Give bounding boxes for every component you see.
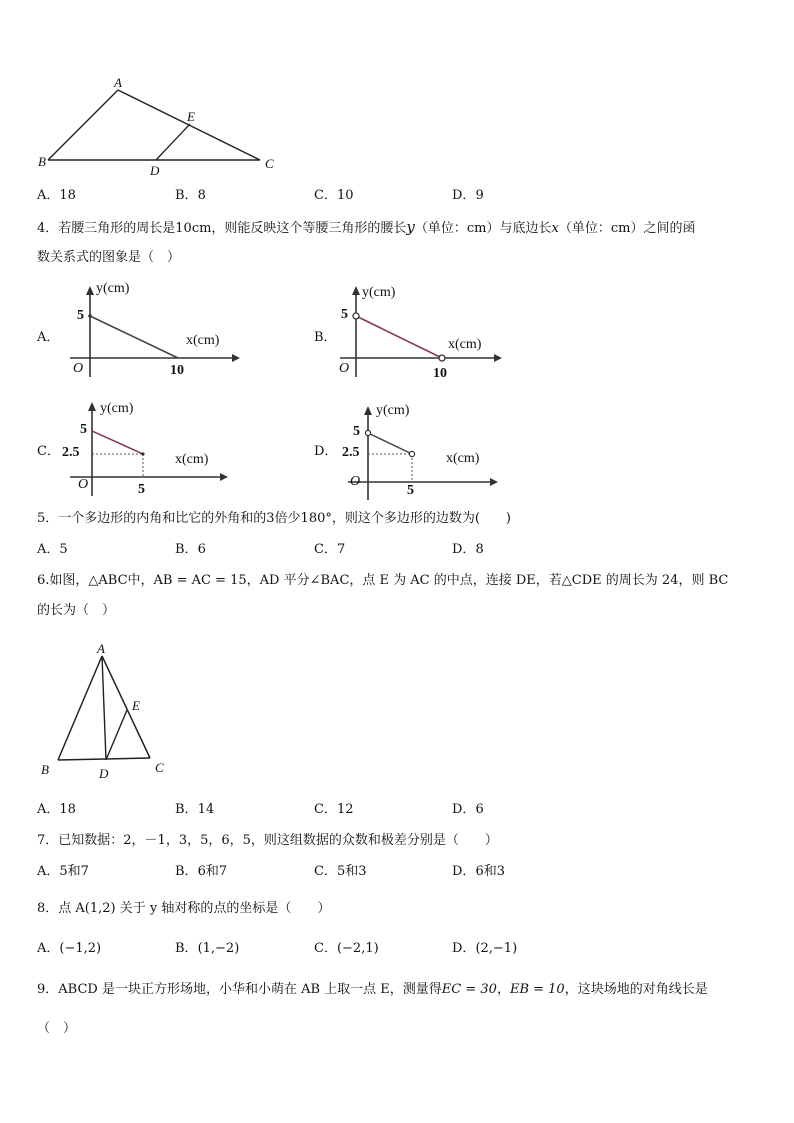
graph-c-xlabel: x(cm) xyxy=(175,452,209,467)
option-letter: A． xyxy=(37,802,60,817)
q4-text-part: （单位：cm）与底边长 xyxy=(414,221,552,236)
q6-vertex-e: E xyxy=(132,698,140,713)
q6-option-d[interactable] xyxy=(452,801,484,819)
option-text: 5和7 xyxy=(59,864,89,879)
option-text: 12 xyxy=(336,802,354,817)
q5-question: 5．一个多边形的内角和比它的外角和的3倍少180°，则这个多边形的边数为( ) xyxy=(37,511,511,526)
q6-option-b[interactable] xyxy=(175,801,214,819)
option-letter: B． xyxy=(175,188,198,203)
q4-text-part: （单位：cm）之间的函 xyxy=(558,221,696,236)
graph-b-ytick: 5 xyxy=(341,307,348,322)
q6-vertex-b: B xyxy=(41,762,49,777)
q9-question-line2: （ ） xyxy=(37,1021,77,1036)
option-text: 7 xyxy=(336,542,346,557)
q4-var-x: x xyxy=(551,221,559,236)
q4-option-c[interactable]: C． xyxy=(37,444,60,459)
graph-d-xtick: 5 xyxy=(407,483,414,498)
q3-option-b[interactable] xyxy=(175,187,206,205)
q3-option-c[interactable] xyxy=(314,187,354,205)
option-letter: C． xyxy=(314,864,337,879)
q6-vertex-d: D xyxy=(99,766,109,781)
vertex-label-e: E xyxy=(187,109,195,124)
option-text: 5 xyxy=(59,542,68,557)
q5-option-d[interactable] xyxy=(452,541,484,559)
graph-c-ylabel: y(cm) xyxy=(100,401,134,416)
graph-b xyxy=(330,282,510,382)
q7-option-c[interactable] xyxy=(314,863,367,881)
option-letter: D． xyxy=(452,188,476,203)
q8-option-c[interactable] xyxy=(314,940,379,958)
graph-d-xlabel: x(cm) xyxy=(446,451,480,466)
option-letter: A． xyxy=(37,941,60,956)
graph-c-xtick: 5 xyxy=(138,482,145,497)
q3-option-d[interactable] xyxy=(452,187,484,205)
q8-question: 8．点 A(1,2) 关于 y 轴对称的点的坐标是（ ） xyxy=(37,901,331,916)
q9-text-part: ，这块场地的对角线长是 xyxy=(564,982,708,997)
q4-question-line1 xyxy=(37,218,695,238)
option-text: 10 xyxy=(336,188,354,203)
q9-text-part: ， xyxy=(496,982,510,997)
q6-vertex-c: C xyxy=(155,760,164,775)
vertex-label-d: D xyxy=(150,163,160,178)
graph-d-ylabel: y(cm) xyxy=(376,403,410,418)
triangle-figure-top xyxy=(30,72,290,182)
q7-option-a[interactable] xyxy=(37,863,89,881)
option-text: (1,−2) xyxy=(197,941,240,956)
q9-text-part: 9．ABCD 是一块正方形场地，小华和小萌在 AB 上取一点 E，测量得 xyxy=(37,982,442,997)
graph-a-ytick: 5 xyxy=(77,308,84,323)
vertex-label-a: A xyxy=(114,75,122,90)
option-text: 5和3 xyxy=(336,864,367,879)
option-letter: C． xyxy=(314,802,337,817)
graph-a-xlabel: x(cm) xyxy=(186,333,220,348)
option-letter: A． xyxy=(37,188,60,203)
option-text: 6和7 xyxy=(197,864,228,879)
option-text: 6 xyxy=(475,802,484,817)
graph-c-ytick: 5 xyxy=(80,422,87,437)
graph-b-xlabel: x(cm) xyxy=(448,337,482,352)
q8-option-b[interactable] xyxy=(175,940,239,958)
option-letter: D． xyxy=(452,542,476,557)
option-letter: B． xyxy=(175,864,198,879)
q5-option-a[interactable] xyxy=(37,541,68,559)
option-letter: D． xyxy=(452,941,476,956)
option-text: 6和3 xyxy=(475,864,505,879)
option-letter: B． xyxy=(175,941,198,956)
q6-question-line1: 6.如图，△ABC中，AB = AC = 15，AD 平分∠BAC，点 E 为 AC 的中点，连接 DE，若△CDE 的周长为 24，则 BC xyxy=(37,573,729,588)
graph-c-origin: O xyxy=(78,477,89,492)
option-letter: B． xyxy=(175,542,198,557)
q9-question-line1 xyxy=(37,981,708,999)
graph-a-xtick: 10 xyxy=(170,363,184,378)
q9-equation-ec: EC = 30 xyxy=(441,982,497,997)
graph-a-origin: O xyxy=(73,361,84,376)
q6-vertex-a: A xyxy=(97,641,105,656)
q4-question-line2: 数关系式的图象是（ ） xyxy=(37,250,181,265)
option-letter: C． xyxy=(314,188,337,203)
option-text: 6 xyxy=(197,542,206,557)
q4-option-d[interactable]: D． xyxy=(314,444,338,459)
q7-option-d[interactable] xyxy=(452,863,505,881)
option-letter: C． xyxy=(314,941,337,956)
option-letter: D． xyxy=(452,802,476,817)
q4-option-a[interactable]: A． xyxy=(37,330,60,345)
q4-text-part: 4．若腰三角形的周长是10cm，则能反映这个等腰三角形的腰长 xyxy=(37,221,407,236)
option-text: (2,−1) xyxy=(475,941,518,956)
option-text: (−1,2) xyxy=(59,941,102,956)
option-letter: A． xyxy=(37,864,60,879)
q6-option-c[interactable] xyxy=(314,801,354,819)
option-text: 14 xyxy=(197,802,215,817)
option-letter: D． xyxy=(452,864,476,879)
graph-b-ylabel: y(cm) xyxy=(362,285,396,300)
option-text: (−2,1) xyxy=(336,941,379,956)
graph-c-ymid: 2.5 xyxy=(62,445,80,460)
vertex-label-c: C xyxy=(265,156,274,171)
q7-question: 7．已知数据：2，－1，3，5，6，5，则这组数据的众数和极差分别是（ ） xyxy=(37,833,498,848)
graph-d-origin: O xyxy=(350,474,361,489)
q7-option-b[interactable] xyxy=(175,863,227,881)
graph-b-xtick: 10 xyxy=(433,366,447,381)
triangle-figure-q6 xyxy=(50,648,170,773)
option-text: 8 xyxy=(197,188,206,203)
q6-option-a[interactable] xyxy=(37,801,76,819)
option-text: 18 xyxy=(59,188,76,203)
graph-d-ytick: 5 xyxy=(353,424,360,439)
q9-equation-eb: EB = 10 xyxy=(509,982,565,997)
graph-d-ymid: 2.5 xyxy=(342,445,360,460)
option-letter: A． xyxy=(37,542,60,557)
vertex-label-b: B xyxy=(38,154,46,169)
option-letter: C． xyxy=(314,542,337,557)
q8-option-d[interactable] xyxy=(452,940,517,958)
q5-option-b[interactable] xyxy=(175,541,206,559)
graph-a xyxy=(60,282,250,382)
option-text: 18 xyxy=(59,802,76,817)
option-text: 8 xyxy=(475,542,484,557)
option-text: 9 xyxy=(475,188,484,203)
q4-option-b[interactable]: B． xyxy=(314,330,337,345)
q4-var-y: y xyxy=(406,218,415,236)
option-letter: B． xyxy=(175,802,198,817)
graph-d xyxy=(340,402,510,502)
graph-b-origin: O xyxy=(339,361,350,376)
q6-question-line2: 的长为（ ） xyxy=(37,603,116,618)
q8-option-a[interactable] xyxy=(37,940,101,958)
q5-option-c[interactable] xyxy=(314,541,345,559)
graph-a-ylabel: y(cm) xyxy=(96,281,130,296)
q3-option-a[interactable] xyxy=(37,187,76,205)
